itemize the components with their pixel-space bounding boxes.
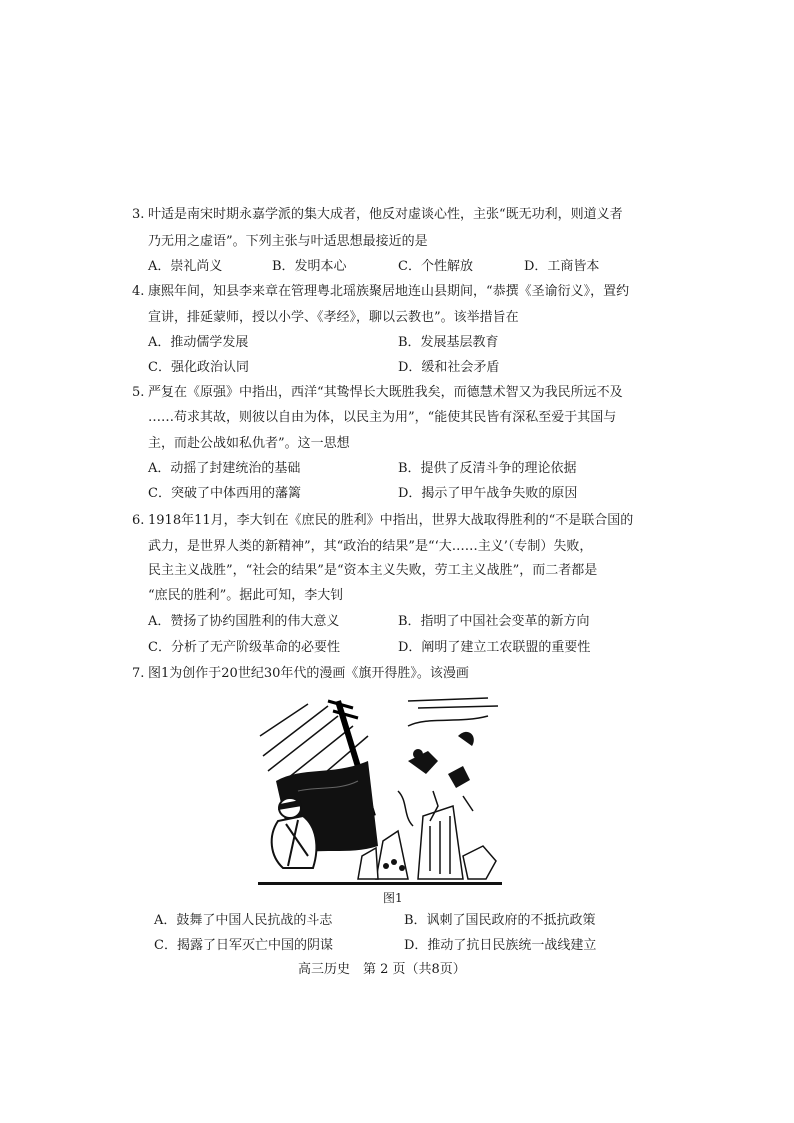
option-a: A．推动儒学发展 (148, 335, 249, 350)
option-d: D．揭示了甲午战争失败的原因 (398, 486, 578, 501)
cartoon-drawing (258, 696, 502, 882)
question-number: 3. (132, 207, 145, 222)
option-c: C．强化政治认同 (148, 360, 249, 375)
option-d: D．缓和社会矛盾 (398, 360, 500, 375)
option-c: C．个性解放 (398, 259, 473, 274)
option-d: D．工商皆本 (524, 259, 600, 274)
option-c: C．揭露了日军灭亡中国的阴谋 (154, 938, 333, 953)
option-b: B．发明本心 (272, 259, 347, 274)
question-number: 4. (132, 284, 145, 299)
figure-caption: 图1 (383, 891, 403, 905)
option-a: A．鼓舞了中国人民抗战的斗志 (154, 913, 333, 928)
question-text-line: 主，而赴公战如私仇者”。这一思想 (148, 436, 350, 451)
question-text-line: “庶民的胜利”。据此可知，李大钊 (148, 588, 344, 603)
question-text-line: 叶适是南宋时期永嘉学派的集大成者，他反对虚谈心性，主张“既无功利，则道义者 (148, 207, 623, 222)
question-number: 5. (132, 385, 145, 400)
option-b: B．提供了反清斗争的理论依据 (398, 461, 577, 476)
option-c: C．突破了中体西用的藩篱 (148, 486, 301, 501)
question-text-line: 1918年11月，李大钊在《庶民的胜利》中指出，世界大战取得胜利的“不是联合国的 (148, 513, 634, 528)
option-a: A．崇礼尚义 (148, 259, 223, 274)
option-c: C．分析了无产阶级革命的必要性 (148, 640, 340, 655)
question-text-line: 康熙年间，知县李来章在管理粤北瑶族聚居地连山县期间，“恭撰《圣谕衍义》，置约 (148, 284, 630, 299)
question-text-line: 武力，是世界人类的新精神”，其“政治的结果”是“‘大……主义’（专制）失败， (148, 539, 593, 554)
question-text-line: 图1为创作于20世纪30年代的漫画《旗开得胜》。该漫画 (148, 666, 469, 681)
option-b: B．讽刺了国民政府的不抵抗政策 (404, 913, 596, 928)
page-footer: 高三历史 第 2 页（共8页） (298, 962, 466, 977)
option-d: D．推动了抗日民族统一战线建立 (404, 938, 597, 953)
option-b: B．指明了中国社会变革的新方向 (398, 614, 590, 629)
cartoon-illustration (258, 696, 502, 885)
question-text-line: ……苟求其故，则彼以自由为体，以民主为用”，“能使其民皆有深私至爱于其国与 (148, 410, 617, 425)
question-text-line: 严复在《原强》中指出，西洋“其鸷悍长大既胜我矣，而德慧术智又为我民所远不及 (148, 385, 623, 400)
question-text-line: 民主主义战胜”，“社会的结果”是“资本主义失败，劳工主义战胜”，而二者都是 (148, 563, 598, 578)
question-number: 6. (132, 513, 145, 528)
option-a: A．动摇了封建统治的基础 (148, 461, 301, 476)
question-text-line: 乃无用之虚语”。下列主张与叶适思想最接近的是 (148, 234, 428, 249)
option-a: A．赞扬了协约国胜利的伟大意义 (148, 614, 340, 629)
question-text-line: 宣讲，排延蒙师，授以小学、《孝经》，聊以云教也”。该举措旨在 (148, 310, 519, 325)
option-d: D．阐明了建立工农联盟的重要性 (398, 640, 591, 655)
option-b: B．发展基层教育 (398, 335, 499, 350)
question-number: 7. (132, 666, 145, 681)
